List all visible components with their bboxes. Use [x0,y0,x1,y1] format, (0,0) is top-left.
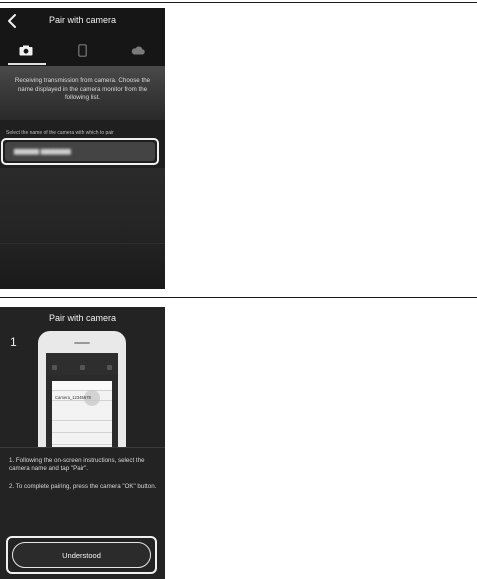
smartphone-icon [78,44,87,57]
phone-screen-header [46,353,118,375]
camera-list-item[interactable] [5,142,155,161]
pair-instructions-screen [0,307,165,579]
empty-list-area [0,168,165,289]
understood-button-highlight [6,536,157,574]
selected-tab-indicator [8,63,46,65]
camera-list-item-highlight [1,138,159,165]
phone-list-row [52,411,112,421]
cloud-icon [131,46,145,55]
camera-name: ▆▆▆▆▆ ▆▆▆▆▆▆ [14,148,71,155]
tab-smartphone[interactable] [62,38,102,62]
tab-cloud[interactable] [118,38,158,62]
pair-camera-list-screen [0,8,165,289]
page-title: Pair with camera [48,15,117,25]
step-number: 1 [10,335,17,349]
tab-camera[interactable] [6,38,46,62]
phone-list-row [52,435,112,445]
phone-camera-name: Camera_12345678 [55,395,91,400]
camera-icon [19,45,33,56]
select-camera-label: Select the name of the camera with which to pair [6,130,114,136]
phone-tab-icons [52,365,112,371]
phone-illustration [38,331,126,461]
tab-bar [0,34,165,66]
instruction-step-1: 1. Following the on-screen instructions, select the camera name and tap "Pair". [9,457,145,473]
top-rule [0,2,477,3]
phone-speaker [74,342,90,344]
panel-divider [0,447,165,448]
understood-button[interactable]: Understood [12,542,151,568]
section-rule [0,297,477,298]
page-title: Pair with camera [48,313,117,323]
phone-list-row [52,423,112,433]
receiving-message: Receiving transmission from camera. Choose the name displayed in the camera monitor from the following list. [14,77,151,102]
instruction-step-2: 2. To complete pairing, press the camera "OK" button. [9,483,157,490]
